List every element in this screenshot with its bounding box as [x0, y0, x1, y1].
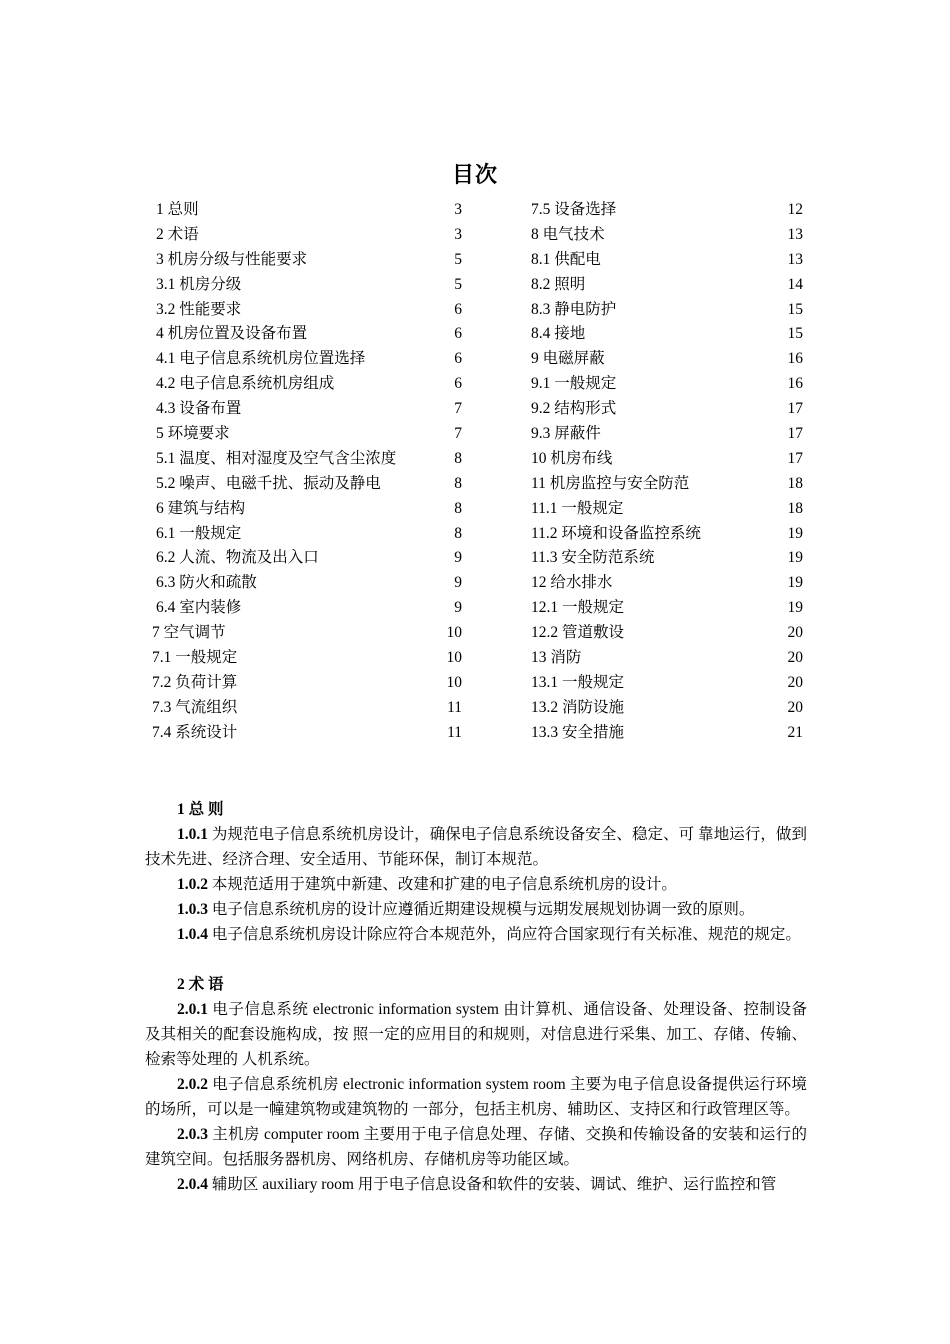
toc-entry-page: 17	[787, 449, 803, 467]
toc-entry[interactable]	[531, 347, 803, 372]
clause-number: 1.0.3	[177, 901, 208, 918]
toc-entry[interactable]	[531, 721, 803, 746]
toc-entry[interactable]	[152, 721, 462, 746]
clause-text: 本规范适用于建筑中新建、改建和扩建的电子信息系统机房的设计。	[208, 876, 677, 893]
toc-entry-title: 13.2 消防设施	[531, 698, 625, 716]
clause-number: 1.0.1	[177, 826, 208, 843]
toc-entry-title: 4.3 设备布置	[156, 400, 242, 418]
clause-2-0-2	[145, 1072, 807, 1122]
toc-entry-title: 3.2 性能要求	[156, 300, 242, 318]
toc-entry-title: 8 电气技术	[531, 225, 605, 243]
toc-entry-page: 20	[787, 698, 803, 716]
toc-entry-title: 9.1 一般规定	[531, 375, 617, 393]
clause-text: 电子信息系统机房的设计应遵循近期建设规模与远期发展规划协调一致的原则。	[208, 901, 755, 918]
toc-entry-title: 5 环境要求	[156, 425, 230, 443]
clause-2-0-3	[145, 1122, 807, 1172]
toc-entry[interactable]	[531, 522, 803, 547]
toc-entry-page: 8	[454, 524, 462, 542]
toc-entry-title: 7.4 系统设计	[152, 723, 238, 741]
toc-entry-title: 4.1 电子信息系统机房位置选择	[156, 350, 366, 368]
toc-entry[interactable]	[531, 422, 803, 447]
toc-entry[interactable]	[531, 621, 803, 646]
toc-entry-title: 12 给水排水	[531, 574, 613, 592]
toc-entry[interactable]	[152, 422, 462, 447]
toc-entry-title: 9 电磁屏蔽	[531, 350, 605, 368]
toc-entry[interactable]	[531, 472, 803, 497]
toc-entry-page: 7	[454, 400, 462, 418]
section-heading: 1 总 则	[177, 801, 224, 818]
clause-2-0-4	[145, 1172, 807, 1197]
toc-entry-page: 19	[787, 549, 803, 567]
toc-entry-page: 8	[454, 474, 462, 492]
toc-entry[interactable]	[531, 198, 803, 223]
toc-entry-page: 20	[787, 649, 803, 667]
toc-entry-page: 20	[787, 673, 803, 691]
toc-entry[interactable]	[152, 621, 462, 646]
toc-entry-page: 10	[446, 673, 462, 691]
toc-entry-page: 18	[787, 474, 803, 492]
toc-entry-title: 13.1 一般规定	[531, 673, 625, 691]
clause-1-0-4	[145, 922, 807, 947]
toc-entry-title: 10 机房布线	[531, 449, 613, 467]
toc-entry-page: 7	[454, 425, 462, 443]
toc-entry-page: 8	[454, 449, 462, 467]
clause-number: 1.0.2	[177, 876, 208, 893]
clause-number: 2.0.4	[177, 1176, 208, 1193]
toc-entry-page: 21	[787, 723, 803, 741]
toc-entry-page: 10	[446, 649, 462, 667]
toc-entry-title: 8.1 供配电	[531, 250, 601, 268]
toc-entry-page: 19	[787, 524, 803, 542]
toc-entry-title: 7.1 一般规定	[152, 649, 238, 667]
toc-entry[interactable]	[152, 322, 462, 347]
toc-entry-page: 6	[454, 300, 462, 318]
toc-right-column	[531, 198, 803, 746]
toc-entry-title: 8.2 照明	[531, 275, 586, 293]
toc-entry[interactable]	[152, 497, 462, 522]
toc-entry-title: 9.3 屏蔽件	[531, 425, 601, 443]
toc-entry[interactable]	[152, 372, 462, 397]
toc-entry[interactable]	[152, 571, 462, 596]
toc-entry[interactable]	[152, 596, 462, 621]
toc-entry-page: 5	[454, 275, 462, 293]
clause-text: 电子信息系统 electronic information system 由计算机、通信设备、处理设备、控制设备及其相关的配套设施构成，按 照一定的应用目的和规则，对信息进行采集、加工、存储、传输、检索等处理的 人机系统。	[145, 1001, 807, 1068]
toc-entry-page: 18	[787, 499, 803, 517]
toc-entry[interactable]	[152, 198, 462, 223]
toc-entry-title: 11 机房监控与安全防范	[531, 474, 690, 492]
toc-entry-page: 6	[454, 375, 462, 393]
toc-entry[interactable]	[531, 248, 803, 273]
toc-entry[interactable]	[531, 223, 803, 248]
toc-entry-title: 6.4 室内装修	[156, 599, 242, 617]
toc-entry-title: 9.2 结构形式	[531, 400, 617, 418]
toc-entry[interactable]	[531, 596, 803, 621]
clause-text: 辅助区 auxiliary room 用于电子信息设备和软件的安装、调试、维护、运行监控和管	[208, 1176, 777, 1193]
toc-entry[interactable]	[531, 298, 803, 323]
toc-entry-page: 9	[454, 599, 462, 617]
toc-entry-title: 2 术语	[156, 225, 199, 243]
toc-entry-title: 7 空气调节	[152, 624, 226, 642]
section-heading: 2 术 语	[177, 976, 224, 993]
toc-entry[interactable]	[152, 273, 462, 298]
toc-entry-page: 9	[454, 549, 462, 567]
clause-1-0-3	[145, 897, 807, 922]
toc-entry[interactable]	[152, 646, 462, 671]
toc-entry-title: 4 机房位置及设备布置	[156, 325, 308, 343]
toc-entry[interactable]	[531, 372, 803, 397]
clause-number: 2.0.1	[177, 1001, 208, 1018]
toc-entry-title: 7.2 负荷计算	[152, 673, 238, 691]
toc-entry-page: 6	[454, 325, 462, 343]
toc-entry-page: 3	[454, 201, 462, 218]
toc-entry-title: 6.1 一般规定	[156, 524, 242, 542]
clause-text: 主机房 computer room 主要用于电子信息处理、存储、交换和传输设备的安装和运行的建筑空间。包括服务器机房、网络机房、存储机房等功能区域。	[145, 1126, 807, 1168]
toc-entry-title: 11.1 一般规定	[531, 499, 624, 517]
toc-entry-title: 3.1 机房分级	[156, 275, 242, 293]
toc-entry-title: 6.3 防火和疏散	[156, 574, 257, 592]
toc-entry[interactable]	[152, 472, 462, 497]
toc-entry-page: 10	[446, 624, 462, 642]
toc-entry-title: 5.2 噪声、电磁千扰、振动及静电	[156, 474, 381, 492]
toc-entry-page: 19	[787, 574, 803, 592]
toc-entry-page: 15	[787, 300, 803, 318]
toc-entry-page: 15	[787, 325, 803, 343]
toc-entry[interactable]	[152, 223, 462, 248]
clause-2-0-1	[145, 997, 807, 1072]
clause-text: 电子信息系统机房设计除应符合本规范外，尚应符合国家现行有关标准、规范的规定。	[208, 926, 801, 943]
toc-entry-title: 13 消防	[531, 649, 582, 667]
toc-entry-page: 11	[447, 698, 462, 716]
toc-entry[interactable]	[152, 696, 462, 721]
toc-entry-title: 11.2 环境和设备监控系统	[531, 524, 701, 542]
toc-entry-page: 17	[787, 400, 803, 418]
toc-entry-page: 6	[454, 350, 462, 368]
toc-entry-page: 8	[454, 499, 462, 517]
clause-1-0-2	[145, 872, 807, 897]
toc-entry-page: 20	[787, 624, 803, 642]
toc-entry[interactable]	[152, 397, 462, 422]
toc-entry-title: 1 总则	[156, 201, 199, 218]
toc-entry[interactable]	[152, 347, 462, 372]
toc-entry-title: 8.3 静电防护	[531, 300, 617, 318]
toc-entry-title: 13.3 安全措施	[531, 723, 625, 741]
toc-entry-title: 6.2 人流、物流及出入口	[156, 549, 319, 567]
toc-entry-title: 6 建筑与结构	[156, 499, 246, 517]
clause-number: 2.0.2	[177, 1076, 208, 1093]
toc-entry[interactable]	[531, 273, 803, 298]
toc-entry-page: 19	[787, 599, 803, 617]
toc-entry-page: 3	[454, 225, 462, 243]
toc-entry-page: 16	[787, 375, 803, 393]
toc-entry-page: 17	[787, 425, 803, 443]
toc-entry[interactable]	[531, 397, 803, 422]
toc-left-column	[152, 198, 462, 746]
toc-entry-title: 12.1 一般规定	[531, 599, 625, 617]
clause-text: 电子信息系统机房 electronic information system room 主要为电子信息设备提供运行环境的场所，可以是一幢建筑物或建筑物的 一部分，包括主机房、辅助区、支持区和行政管理区等。	[145, 1076, 807, 1118]
clause-1-0-1	[145, 822, 807, 872]
document-body	[145, 797, 807, 1197]
toc-entry-page: 12	[787, 201, 803, 218]
toc-entry[interactable]	[152, 522, 462, 547]
toc-entry[interactable]	[531, 571, 803, 596]
toc-entry-page: 5	[454, 250, 462, 268]
toc-entry[interactable]	[152, 671, 462, 696]
toc-entry-title: 3 机房分级与性能要求	[156, 250, 308, 268]
toc-title: 目次	[451, 163, 498, 188]
toc-entry-page: 9	[454, 574, 462, 592]
toc-entry-page: 13	[787, 250, 803, 268]
toc-entry-title: 5.1 温度、相对湿度及空气含尘浓度	[156, 449, 397, 467]
toc-entry[interactable]	[152, 248, 462, 273]
toc-entry-title: 11.3 安全防范系统	[531, 549, 655, 567]
toc-entry-page: 11	[447, 723, 462, 741]
toc-entry[interactable]	[152, 546, 462, 571]
toc-entry[interactable]	[531, 447, 803, 472]
toc-entry[interactable]	[531, 322, 803, 347]
toc-entry[interactable]	[531, 546, 803, 571]
toc-entry[interactable]	[531, 671, 803, 696]
toc-entry-title: 12.2 管道敷设	[531, 624, 625, 642]
toc-entry-title: 8.4 接地	[531, 325, 586, 343]
toc-entry[interactable]	[531, 646, 803, 671]
toc-entry-page: 14	[787, 275, 803, 293]
toc-entry[interactable]	[152, 447, 462, 472]
clause-number: 1.0.4	[177, 926, 208, 943]
clause-number: 2.0.3	[177, 1126, 208, 1143]
toc-entry[interactable]	[152, 298, 462, 323]
toc-entry-page: 16	[787, 350, 803, 368]
toc-entry-page: 13	[787, 225, 803, 243]
toc-entry-title: 7.3 气流组织	[152, 698, 238, 716]
toc-entry[interactable]	[531, 497, 803, 522]
clause-text: 为规范电子信息系统机房设计，确保电子信息系统设备安全、稳定、可 靠地运行，做到技术先进、经济合理、安全适用、节能环保，制订本规范。	[145, 826, 807, 868]
toc-entry-title: 7.5 设备选择	[531, 201, 617, 218]
toc-entry-title: 4.2 电子信息系统机房组成	[156, 375, 335, 393]
toc-entry[interactable]	[531, 696, 803, 721]
